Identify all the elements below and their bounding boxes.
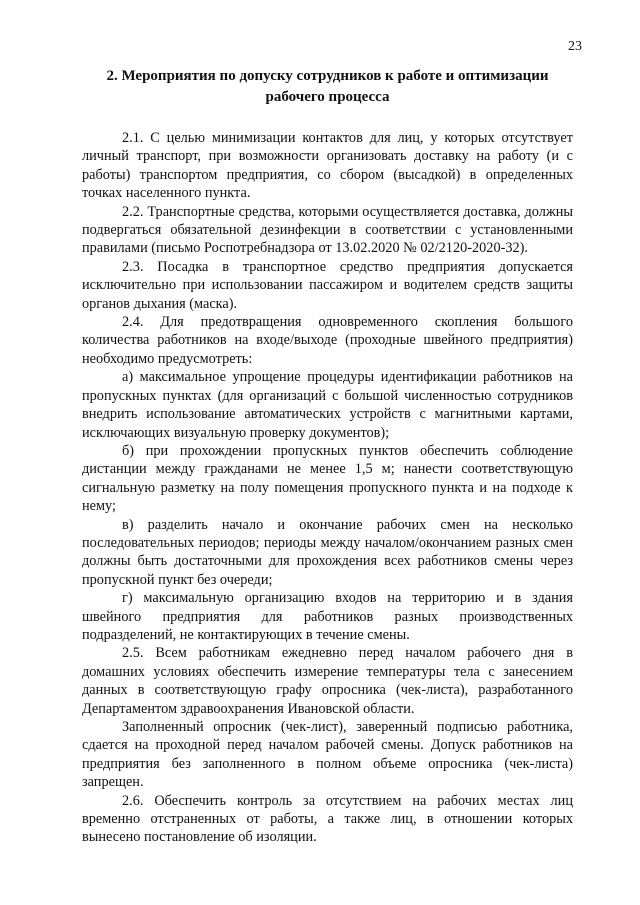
page-number: 23: [568, 39, 582, 54]
paragraph-2-4-g: г) максимальную организацию входов на территорию и в здания швейного предприятия для работников разных производственных подразделений, не контактирующих в течение смены.: [82, 590, 573, 643]
paragraph-2-4-v: в) разделить начало и окончание рабочих смен на несколько последовательных периодов; периоды между началом/окончанием разных смен должны быть достаточными для прохождения всех работников смены через пропускной пункт без очереди;: [82, 516, 573, 588]
paragraph-2-3: 2.3. Посадка в транспортное средство предприятия допускается исключительно при использовании пассажиром и водителем средств защиты органов дыхания (маска).: [82, 258, 573, 312]
paragraph-2-4-b: б) при прохождении пропускных пунктов обеспечить соблюдение дистанции между гражданами не менее 1,5 м; нанести соответствующую сигнальную разметку на полу помещения пропускного пункта и на подходе к нему;: [82, 442, 573, 515]
paragraph-2-6: 2.6. Обеспечить контроль за отсутствием на рабочих местах лиц временно отстраненных от работы, а также лиц, в отношении которых вынесено постановление об изоляции.: [82, 792, 573, 846]
paragraph-2-4-a: а) максимальное упрощение процедуры идентификации работников на пропускных пунктах (для организаций с большой численностью сотрудников внедрить использование автоматических устройств с магнитными картами, исключающих визуальную проверку документов);: [82, 369, 573, 441]
paragraph-2-2: 2.2. Транспортные средства, которыми осуществляется доставка, должны подвергаться обязательной дезинфекции в соответствии с установленными правилами (письмо Роспотребнадзора от 13.02.2020 № 02/2120-2020-32).: [82, 203, 573, 257]
paragraph-2-5: 2.5. Всем работникам ежедневно перед началом рабочего дня в домашних условиях обеспечить измерение температуры тела с занесением данных в соответствующую графу опросника (чек-листа), разработанного Департаментом здравоохранения Ивановской области.: [82, 645, 573, 717]
paragraph-2-1: 2.1. С целью минимизации контактов для лиц, у которых отсутствует личный транспорт, при возможности организовать доставку на работу (и с работы) транспортом предприятия, со сбором (высадкой) в определенных точках населенного пункта.: [82, 130, 573, 202]
paragraph-2-4: 2.4. Для предотвращения одновременного скопления большого количества работников на входе/выходе (проходные швейного предприятия) необходимо предусмотреть:: [82, 314, 573, 367]
paragraph-checklist: Заполненный опросник (чек-лист), заверенный подписью работника, сдается на проходной перед началом рабочей смены. Допуск работников на предприятия без заполненного в полном объеме опросника (чек-листа) запрещен.: [82, 719, 573, 791]
document-body: [82, 66, 573, 847]
section-heading: 2. Мероприятия по допуску сотрудников к работе и оптимизации рабочего процесса: [106, 68, 549, 105]
